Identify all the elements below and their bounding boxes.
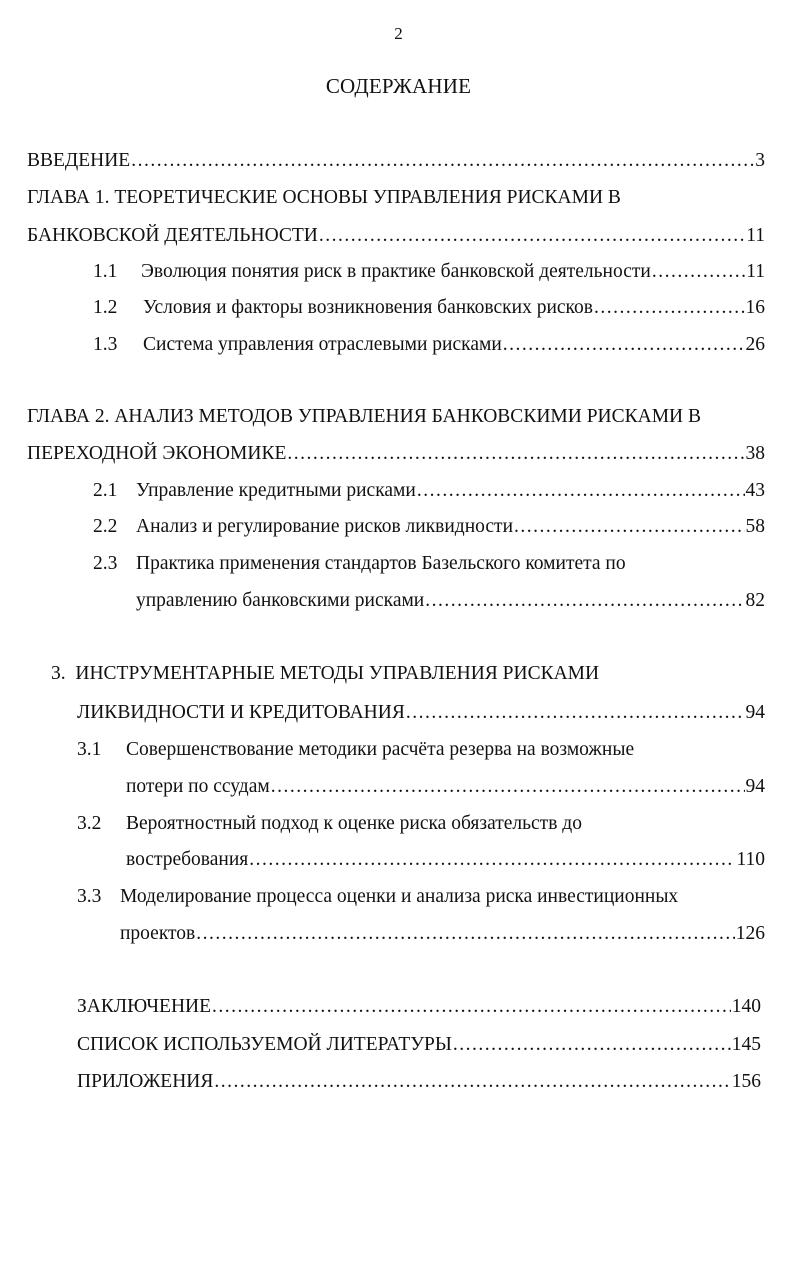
toc-page-number: 94 (745, 776, 765, 797)
dot-leader (406, 700, 745, 726)
toc-section-3-2[interactable] (126, 847, 765, 873)
toc-entry-text: ЛИКВИДНОСТИ И КРЕДИТОВАНИЯ (77, 702, 405, 723)
section-number: 2.3 (93, 553, 118, 574)
toc-page-number: 16 (745, 297, 765, 318)
toc-section-1-3[interactable] (93, 332, 765, 358)
dot-leader (131, 148, 754, 174)
toc-entry-text: проектов (120, 923, 196, 944)
toc-entry-conclusion[interactable] (77, 994, 761, 1020)
toc-page-number: 94 (745, 702, 765, 723)
section-number: 1.3 (93, 334, 118, 355)
toc-entry-text: ЗАКЛЮЧЕНИЕ (77, 996, 212, 1017)
toc-page-number: 43 (745, 480, 765, 501)
toc-entry-text: Управление кредитными рисками (136, 480, 416, 501)
toc-entry-intro[interactable] (27, 148, 765, 174)
dot-leader (287, 441, 744, 467)
toc-entry-references[interactable] (77, 1032, 761, 1058)
toc-page-number: 11 (746, 225, 765, 246)
dot-leader (249, 847, 735, 873)
toc-entry-text: СПИСОК ИСПОЛЬЗУЕМОЙ ЛИТЕРАТУРЫ (77, 1034, 452, 1055)
toc-section-3-1-heading[interactable] (77, 737, 634, 763)
toc-page-number: 58 (745, 516, 765, 537)
dot-leader (212, 994, 731, 1020)
section-number: 3.1 (77, 739, 102, 760)
toc-section-2-3[interactable] (136, 588, 765, 614)
toc-chapter-3-heading[interactable] (51, 661, 599, 687)
toc-page-number: 11 (746, 261, 765, 282)
dot-leader (425, 588, 744, 614)
toc-page-number: 110 (736, 849, 765, 870)
toc-page-number: 82 (745, 590, 765, 611)
section-number: 1.1 (93, 261, 118, 282)
toc-entry-text: 3. ИНСТРУМЕНТАРНЫЕ МЕТОДЫ УПРАВЛЕНИЯ РИСКАМИ (51, 663, 600, 684)
toc-section-3-3[interactable] (120, 921, 765, 947)
toc-entry-text: Совершенствование методики расчёта резерва на возможные (126, 739, 635, 760)
toc-entry-text: Анализ и регулирование рисков ликвидности (136, 516, 514, 537)
section-number: 2.2 (93, 516, 118, 537)
toc-page-number: 140 (731, 996, 761, 1017)
dot-leader (214, 1069, 730, 1095)
toc-section-1-2[interactable] (93, 295, 765, 321)
toc-entry-text: управлению банковскими рисками (136, 590, 425, 611)
dot-leader (503, 332, 745, 358)
toc-entry-text: Вероятностный подход к оценке риска обязательств до (126, 813, 582, 834)
dot-leader (196, 921, 734, 947)
toc-page-number: 126 (735, 923, 765, 944)
dot-leader (319, 223, 745, 249)
toc-page-number: 3 (755, 150, 765, 171)
page-number: 2 (394, 24, 403, 43)
toc-entry-text: ГЛАВА 1. ТЕОРЕТИЧЕСКИЕ ОСНОВЫ УПРАВЛЕНИЯ РИСКАМИ В (27, 187, 621, 208)
toc-entry-text: Моделирование процесса оценки и анализа риска инвестиционных (120, 886, 679, 907)
toc-section-2-1[interactable] (93, 478, 765, 504)
toc-entry-text: ГЛАВА 2. АНАЛИЗ МЕТОДОВ УПРАВЛЕНИЯ БАНКОВСКИМИ РИСКАМИ В (27, 406, 702, 427)
toc-entry-text: ПРИЛОЖЕНИЯ (77, 1071, 214, 1092)
dot-leader (652, 259, 745, 285)
toc-page-number: 26 (745, 334, 765, 355)
toc-entry-text: Эволюция понятия риск в практике банковской деятельности (141, 261, 651, 282)
toc-section-1-1[interactable] (93, 259, 765, 285)
toc-chapter-2[interactable] (27, 441, 765, 467)
toc-chapter-1-heading[interactable] (27, 185, 621, 211)
toc-page-number: 156 (731, 1071, 761, 1092)
toc-chapter-2-heading[interactable] (27, 404, 701, 430)
toc-entry-appendices[interactable] (77, 1069, 761, 1095)
section-number: 3.3 (77, 886, 102, 907)
section-number: 2.1 (93, 480, 118, 501)
toc-section-3-3-heading[interactable] (77, 884, 678, 910)
section-number: 3.2 (77, 813, 102, 834)
dot-leader (453, 1032, 731, 1058)
toc-entry-text: Практика применения стандартов Базельского комитета по (136, 553, 626, 574)
toc-entry-text: потери по ссудам (126, 776, 270, 797)
section-number: 1.2 (93, 297, 118, 318)
page-title: СОДЕРЖАНИЕ (325, 74, 472, 98)
toc-page-number: 145 (731, 1034, 761, 1055)
toc-section-3-1[interactable] (126, 774, 765, 800)
dot-leader (514, 514, 744, 540)
toc-entry-text: БАНКОВСКОЙ ДЕЯТЕЛЬНОСТИ (27, 225, 318, 246)
toc-chapter-1[interactable] (27, 223, 765, 249)
dot-leader (594, 295, 745, 321)
toc-entry-text: Условия и факторы возникновения банковских рисков (143, 297, 593, 318)
toc-chapter-3[interactable] (77, 700, 765, 726)
toc-section-2-3-heading[interactable] (93, 551, 626, 577)
toc-page-number: 38 (745, 443, 765, 464)
dot-leader (417, 478, 745, 504)
dot-leader (271, 774, 745, 800)
toc-section-3-2-heading[interactable] (77, 811, 582, 837)
toc-section-2-2[interactable] (93, 514, 765, 540)
toc-entry-text: ПЕРЕХОДНОЙ ЭКОНОМИКЕ (27, 443, 287, 464)
toc-entry-text: Система управления отраслевыми рисками (143, 334, 502, 355)
toc-entry-text: востребования (126, 849, 249, 870)
toc-entry-text: ВВЕДЕНИЕ (27, 150, 131, 171)
